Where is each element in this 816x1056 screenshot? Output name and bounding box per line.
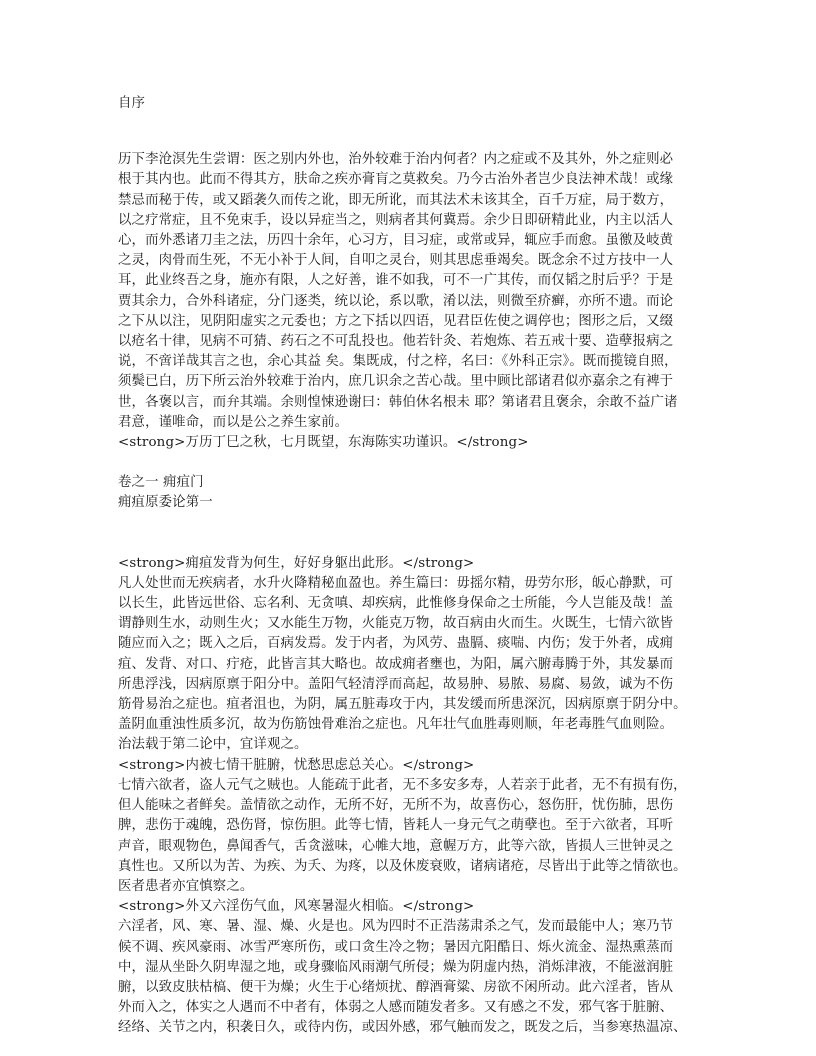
preface-body (118, 150, 702, 453)
body-line: 中，湿从坐卧久阴卑湿之地，或身骤临风雨潮气所侵；燥为阴虚内热，消烁津液，不能滋润脏 (118, 959, 674, 975)
preface-line: 说，不啻详哉其言之也，余心其益 矣。集既成，付之梓，名曰：《外科正宗》。既而揽镜自照， (118, 354, 678, 370)
preface-line: 之下从以注，见阴阳虚实之元委也；方之下括以四语，见君臣佐使之调停也；图形之后，又缀 (118, 313, 674, 329)
preface-line: 君意，谨唯命，而以是公之养生家前。 (118, 414, 349, 430)
body-line: 谓静则生水，动则生火；又水能生万物，火能克万物，故百病由火而生。火既生，七情六欲皆 (118, 616, 674, 632)
body-line: 外而入之，体实之人遇而不中者有，体弱之人感而随发者多。又有感之不发，邪气客于脏腑、 (118, 1000, 674, 1016)
body-line: 腑，以致皮肤枯槁、便干为燥；火生于心绪烦扰、醇酒膏粱、房欲不闲所动。此六淫者，皆从 (118, 979, 674, 995)
volume-title: 卷之一 痈疽门 (118, 475, 204, 491)
body-line: 盖阴血重浊性质多沉，故为伤筋蚀骨难治之症也。凡年壮气血胜毒则顺，年老毒胜气血则险。 (118, 717, 674, 733)
preface-line: 以之疗常症，且不免束手，设以异症当之，则病者其何冀焉。余少日即研精此业，内主以活人 (118, 212, 674, 228)
chapter-title: 痈疽原委论第一 (118, 495, 213, 511)
body-line: 随应而入之；既入之后，百病发焉。发于内者，为风劳、蛊膈、痰喘、内伤；发于外者，成痈 (118, 636, 674, 652)
preface-line: 历下李沧溟先生尝谓：医之别内外也，治外较难于治内何者？内之症或不及其外，外之症则必 (118, 152, 674, 168)
chapter-body (118, 554, 702, 1039)
verse-heading: <strong>痈疽发背为何生，好好身躯出此形。</strong> (118, 555, 475, 571)
body-line: 脾，悲伤于魂魄，恐伤肾，惊伤胆。此等七情，皆耗人一身元气之萌孽也。至于六欲者，耳听 (118, 818, 674, 834)
verse-heading: <strong>内被七情干脏腑，忧愁思虑总关心。</strong> (118, 757, 475, 773)
preface-line: 根于其内也。此而不得其方，肤命之疾亦膏肓之莫救矣。乃今古治外者岂少良法神术哉！或缘 (118, 172, 674, 188)
body-line: 筋骨易治之症也。疽者沮也，为阴，属五脏毒攻于内，其发缓而所患深沉，因病原禀于阴分中。 (118, 697, 687, 713)
body-line: 经络、关节之内，积袭日久，或待内伤，或因外感，邪气触而发之，既发之后，当参寒热温凉、 (118, 1020, 687, 1036)
preface-line: 耳，此业终吾之身，施亦有限，人之好善，谁不如我，可不一广其传，而仅韬之肘后乎？于是 (118, 273, 674, 289)
preface-line: 贾其余力，合外科诸症，分门逐类，统以论，系以歌，淆以法，则微至疥癣，亦所不遗。而论 (118, 293, 674, 309)
body-line: 但人能味之者鲜矣。盖情欲之动作，无所不好，无所不为，故喜伤心，怒伤肝，忧伤肺，思伤 (118, 798, 674, 814)
preface-title: 自序 (118, 96, 146, 111)
body-line: 凡人处世而无疾病者，水升火降精秘血盈也。养生篇曰：毋摇尔精，毋劳尔形，皈心静默，可 (118, 575, 674, 591)
preface-signature: <strong>万历丁巳之秋，七月既望，东海陈实功谨识。</strong> (118, 435, 529, 451)
preface-line: 心，而外悉诸刀圭之法，历四十余年，心习方，目习症，或常或异，辄应手而愈。虽徼及岐黄 (118, 233, 674, 249)
preface-line: 之灵，肉骨而生死，不无小补于人间，自叩之灵台，则其思虑垂竭矣。既念余不过方技中一人 (118, 253, 674, 269)
preface-line: 须鬓已白，历下所云治外较难于治内，庶几识余之苦心哉。里中顾比部诸君似亦嘉余之有裨于 (118, 374, 674, 390)
body-line: 治法载于第二论中，宜详观之。 (118, 737, 308, 753)
body-line: 候不调、疾风豪雨、冰雪严寒所伤，或口贪生冷之物；暑因亢阳酷日、烁火流金、湿热熏蒸而 (118, 939, 674, 955)
preface-line: 以疮名十律，见病不可猜、药石之不可乱投也。他若针灸、若炮炼、若五戒十要、造孽报病之 (118, 334, 674, 350)
body-line: 所患浮浅，因病原禀于阳分中。盖阳气轻清浮而高起，故易肿、易脓、易腐、易敛，诚为不伤 (118, 676, 674, 692)
body-line: 声音，眼观物色，鼻闻香气，舌贪滋味，心帷大地，意幄万方，此等六欲，皆损人三世钟灵之 (118, 838, 674, 854)
body-line: 六淫者，风、寒、暑、湿、燥、火是也。风为四时不正浩荡肃杀之气，发而最能中人；寒乃节 (118, 919, 674, 935)
body-line: 疽、发背、对口、疔疮，此皆言其大略也。故成痈者壅也，为阳，属六腑毒腾于外，其发暴而 (118, 656, 674, 672)
preface-line: 世，各褒以言，而弁其端。余则惶悚逊谢曰：韩伯休名根未 耶？第诸君且褒余，余敢不益广诸 (118, 394, 678, 410)
verse-heading: <strong>外又六淫伤气血，风寒暑湿火相临。</strong> (118, 899, 475, 915)
body-line: 七情六欲者，盗人元气之贼也。人能疏于此者，无不多安多寿，人若亲于此者，无不有损有伤， (118, 777, 687, 793)
document-page (118, 94, 702, 1039)
body-line: 医者患者亦宜慎察之。 (118, 878, 254, 894)
body-line: 以长生，此皆远世俗、忘名利、无贪嗔、却疾病，此惟修身保命之士所能，今人岂能及哉！盖 (118, 596, 674, 612)
body-line: 真性也。又所以为苦、为疾、为夭、为疼，以及休废衰败，诸病诸疮，尽皆出于此等之情欲也。 (118, 858, 687, 874)
preface-line: 禁忌而秘于传，或又蹈袭久而传之讹，即无所讹，而其法术未该其全，百千万症，局于数方， (118, 192, 674, 208)
